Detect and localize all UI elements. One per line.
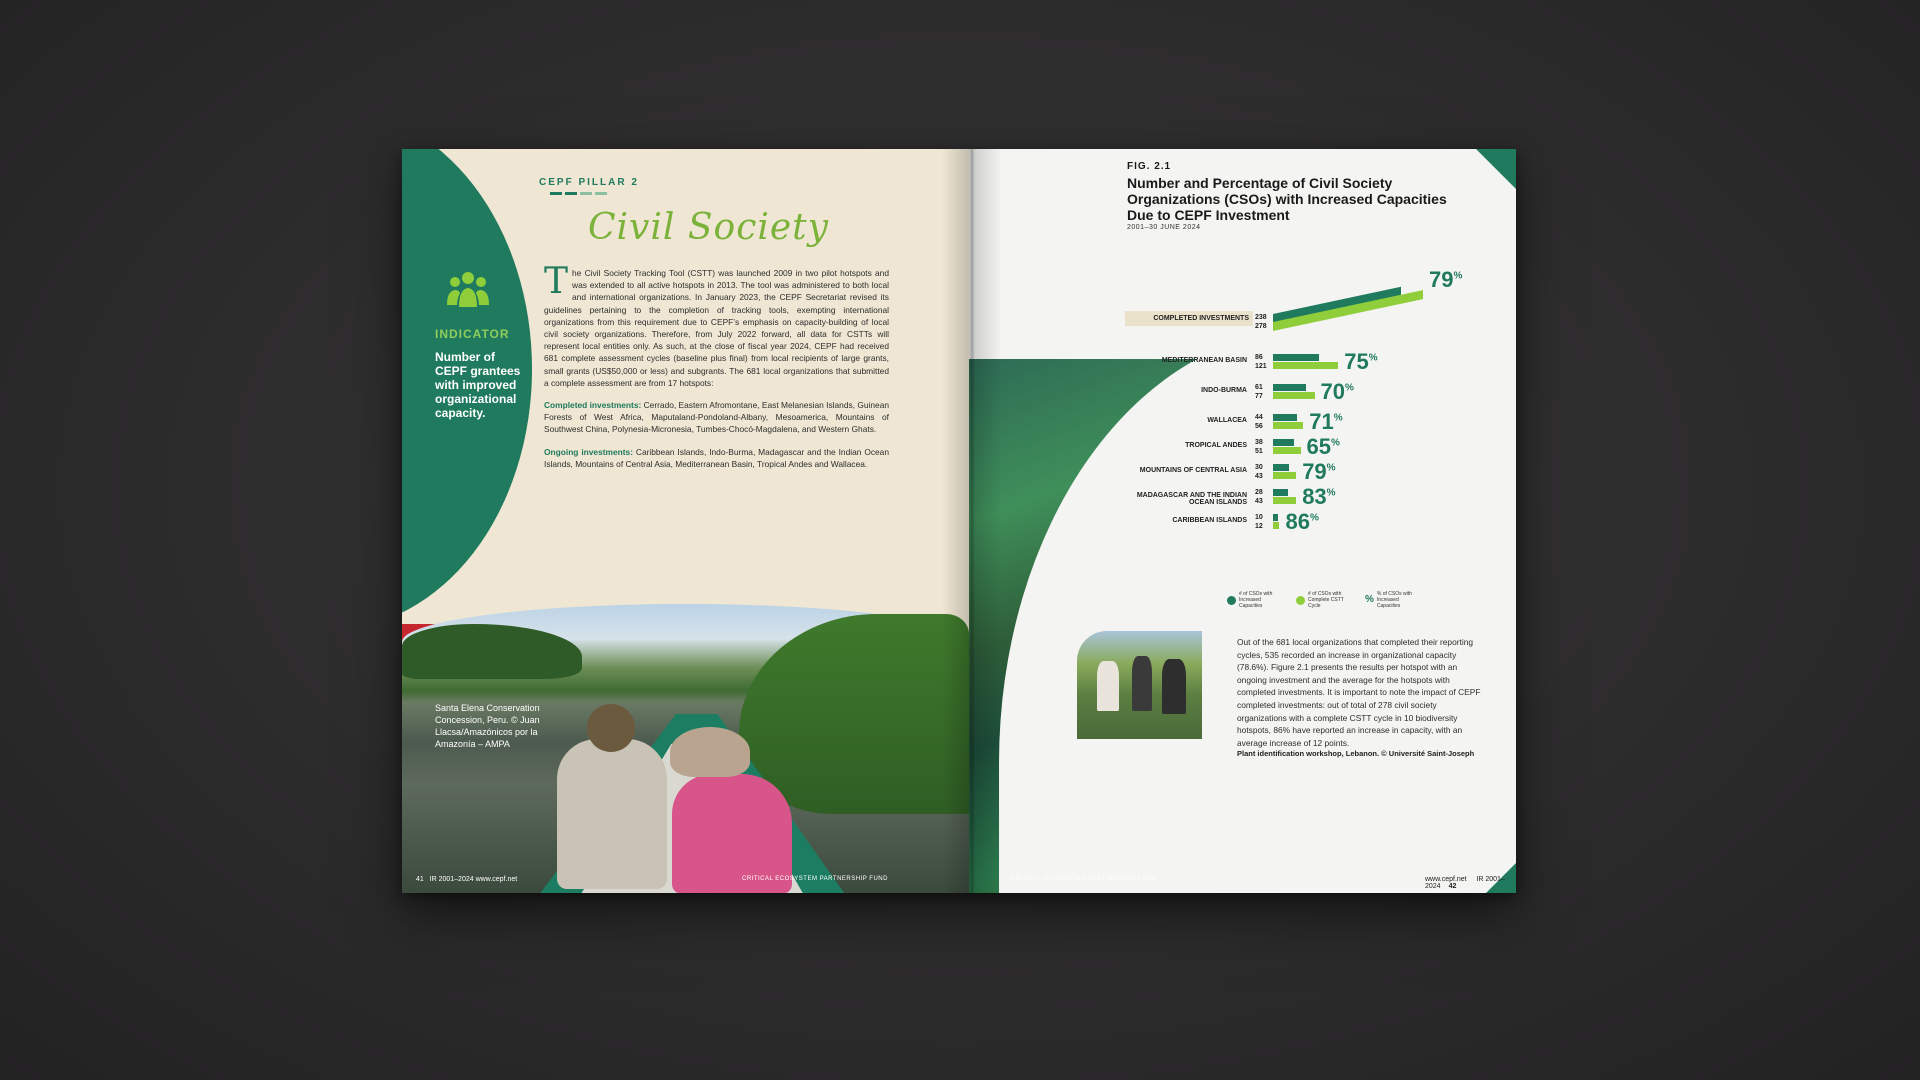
- chart-bar-increased: [1273, 414, 1297, 421]
- intro-paragraph: The Civil Society Tracking Tool (CSTT) was launched 2009 in two pilot hotspots and was extended to all active hotspots in 2013. The tool was administered to both local and international organizations. In January 2023, the CEPF Secretariat revised its guidelines pertaining to the completion of tracking tools, exempting international organizations from this requirement due to CEPF’s emphasis on capacity-building of local civil society organizations. Therefore, from July 2022 forward, all data for CSTTs will represent local entities only. As such, at the close of fiscal year 2024, CEPF had received 681 complete assessment cycles (baseline plus final) from local recipients of large grants, small grants (US$50,000 or less) and subgrants. The 681 local organizations that submitted a complete assessment are from 17 hotspots:: [544, 261, 889, 388]
- chart-bar-complete: [1273, 472, 1296, 479]
- workshop-inset-photo: [1077, 631, 1202, 739]
- chart-bar-complete: [1273, 447, 1301, 454]
- report-spread: [402, 149, 1516, 893]
- chart-value-label: 86 121: [1255, 354, 1267, 370]
- chart-bar-increased: [1273, 514, 1278, 521]
- pillar-label: CEPF PILLAR 2: [539, 177, 639, 188]
- chart-category-label: CARIBBEAN ISLANDS: [1172, 517, 1247, 524]
- chart-percent-label: 70%: [1320, 379, 1354, 404]
- chart-bar-complete: [1273, 362, 1338, 369]
- right-page: [969, 149, 1516, 893]
- chart-bar-increased: [1273, 464, 1289, 471]
- photo-credit: Plant identification workshop, Lebanon. © Université Saint-Joseph: [1237, 749, 1475, 758]
- chart-category-label: WALLACEA: [1207, 417, 1247, 424]
- chart-category-label: MOUNTAINS OF CENTRAL ASIA: [1139, 467, 1247, 474]
- chart-category-label: TROPICAL ANDES: [1185, 442, 1247, 449]
- chart-value-label: 38 51: [1255, 439, 1263, 455]
- people-group-icon: [446, 269, 490, 309]
- completed-investments-paragraph: Completed investments: Cerrado, Eastern Afromontane, East Melanesian Islands, Guinean Forests of West Africa, Maputaland-Pondoland-Albany, Mesoamerica, Mountains of Southwest China, Polynesia-Micronesia, Tumbes-Chocó-Magdalena, and Western Ghats.: [544, 400, 890, 435]
- indicator-text: Number of CEPF grantees with improved organizational capacity.: [435, 350, 521, 420]
- folio-left: 41 IR 2001–2024 www.cepf.net: [416, 876, 518, 883]
- legend-swatch: [1296, 596, 1305, 605]
- figure-label: FIG. 2.1: [1127, 161, 1172, 172]
- chart-bar-increased: [1273, 384, 1306, 391]
- chart-bar-increased: [1273, 439, 1294, 446]
- chart-value-label: 10 12: [1255, 514, 1263, 530]
- footer-right: CRITICAL ECOSYSTEM PARTNERSHIP FUND: [1011, 876, 1157, 882]
- chart-value-label: 28 43: [1255, 489, 1263, 505]
- chart-category-label: COMPLETED INVESTMENTS: [1125, 311, 1253, 326]
- chart-category-label: MADAGASCAR AND THE INDIAN OCEAN ISLANDS: [1136, 492, 1247, 506]
- person-figure: [557, 739, 667, 889]
- chart-value-label: 30 43: [1255, 464, 1263, 480]
- figure-subtitle: 2001–30 JUNE 2024: [1127, 224, 1201, 231]
- legend-item: # of CSOs with Increased Capacities: [1227, 591, 1282, 609]
- figure-title: Number and Percentage of Civil Society Organizations (CSOs) with Increased Capacities Due to CEPF Investment: [1127, 175, 1447, 223]
- chart-bar-increased: [1273, 354, 1319, 361]
- chart-percent-label: 71%: [1309, 409, 1343, 434]
- legend-item: % % of CSOs with Increased Capacities: [1365, 591, 1412, 609]
- chart-value-label: 44 56: [1255, 414, 1263, 430]
- photo-caption: Santa Elena Conservation Concession, Peru. © Juan Llacsa/Amazónicos por la Amazonía – AMPA: [435, 703, 540, 749]
- legend-item: # of CSOs with Complete CSTT Cycle: [1296, 591, 1351, 609]
- chart-percent-label: 83%: [1302, 484, 1336, 509]
- indicator-label: INDICATOR: [435, 327, 510, 341]
- body-text: [544, 261, 890, 480]
- chart-value-label: 61 77: [1255, 384, 1263, 400]
- left-page: [402, 149, 969, 893]
- footer-left: CRITICAL ECOSYSTEM PARTNERSHIP FUND: [742, 876, 888, 882]
- chart-percent-label: 65%: [1306, 434, 1340, 459]
- chart-percent-label: 75%: [1344, 349, 1378, 374]
- drop-cap: T: [544, 261, 569, 302]
- chart-percent-label: 79%: [1429, 267, 1463, 292]
- chart-bar-complete: [1273, 422, 1303, 429]
- percent-icon: %: [1365, 594, 1374, 605]
- legend-swatch: [1227, 596, 1236, 605]
- corner-accent: [1476, 149, 1516, 189]
- capacity-bar-chart: [1127, 237, 1467, 567]
- chart-legend: [1227, 591, 1420, 609]
- results-paragraph: Out of the 681 local organizations that completed their reporting cycles, 535 recorded an increase in organizational capacity (78.6%). Figure 2.1 presents the results per hotspot with an ongoing investment and the average for the hotspots with completed investments. It is important to note the impact of CEPF completed investments: out of total of 278 civil society organizations with a complete CSTT cycle in 10 biodiversity hotspots, 86% have reported an increase in capacity, with an average increase of 12 points.: [1237, 637, 1481, 748]
- chart-bar-complete: [1273, 522, 1279, 529]
- chart-percent-label: 86%: [1285, 509, 1319, 534]
- chart-value-label: 238 278: [1255, 314, 1267, 330]
- section-title: Civil Society: [588, 207, 829, 248]
- chart-bar-complete: [1273, 392, 1315, 399]
- chart-bar-increased: [1273, 489, 1288, 496]
- pillar-indicator-bars: [550, 192, 607, 195]
- chart-category-label: MEDITERRANEAN BASIN: [1161, 357, 1247, 364]
- chart-category-label: INDO-BURMA: [1201, 387, 1247, 394]
- ongoing-investments-paragraph: Ongoing investments: Caribbean Islands, Indo-Burma, Madagascar and the Indian Ocean Islands, Mountains of Central Asia, Mediterranean Basin, Tropical Andes and Wallacea.: [544, 446, 889, 469]
- folio-right: www.cepf.net IR 2001–2024 42: [1425, 876, 1505, 890]
- chart-bar-complete: [1273, 497, 1296, 504]
- chart-percent-label: 79%: [1302, 459, 1336, 484]
